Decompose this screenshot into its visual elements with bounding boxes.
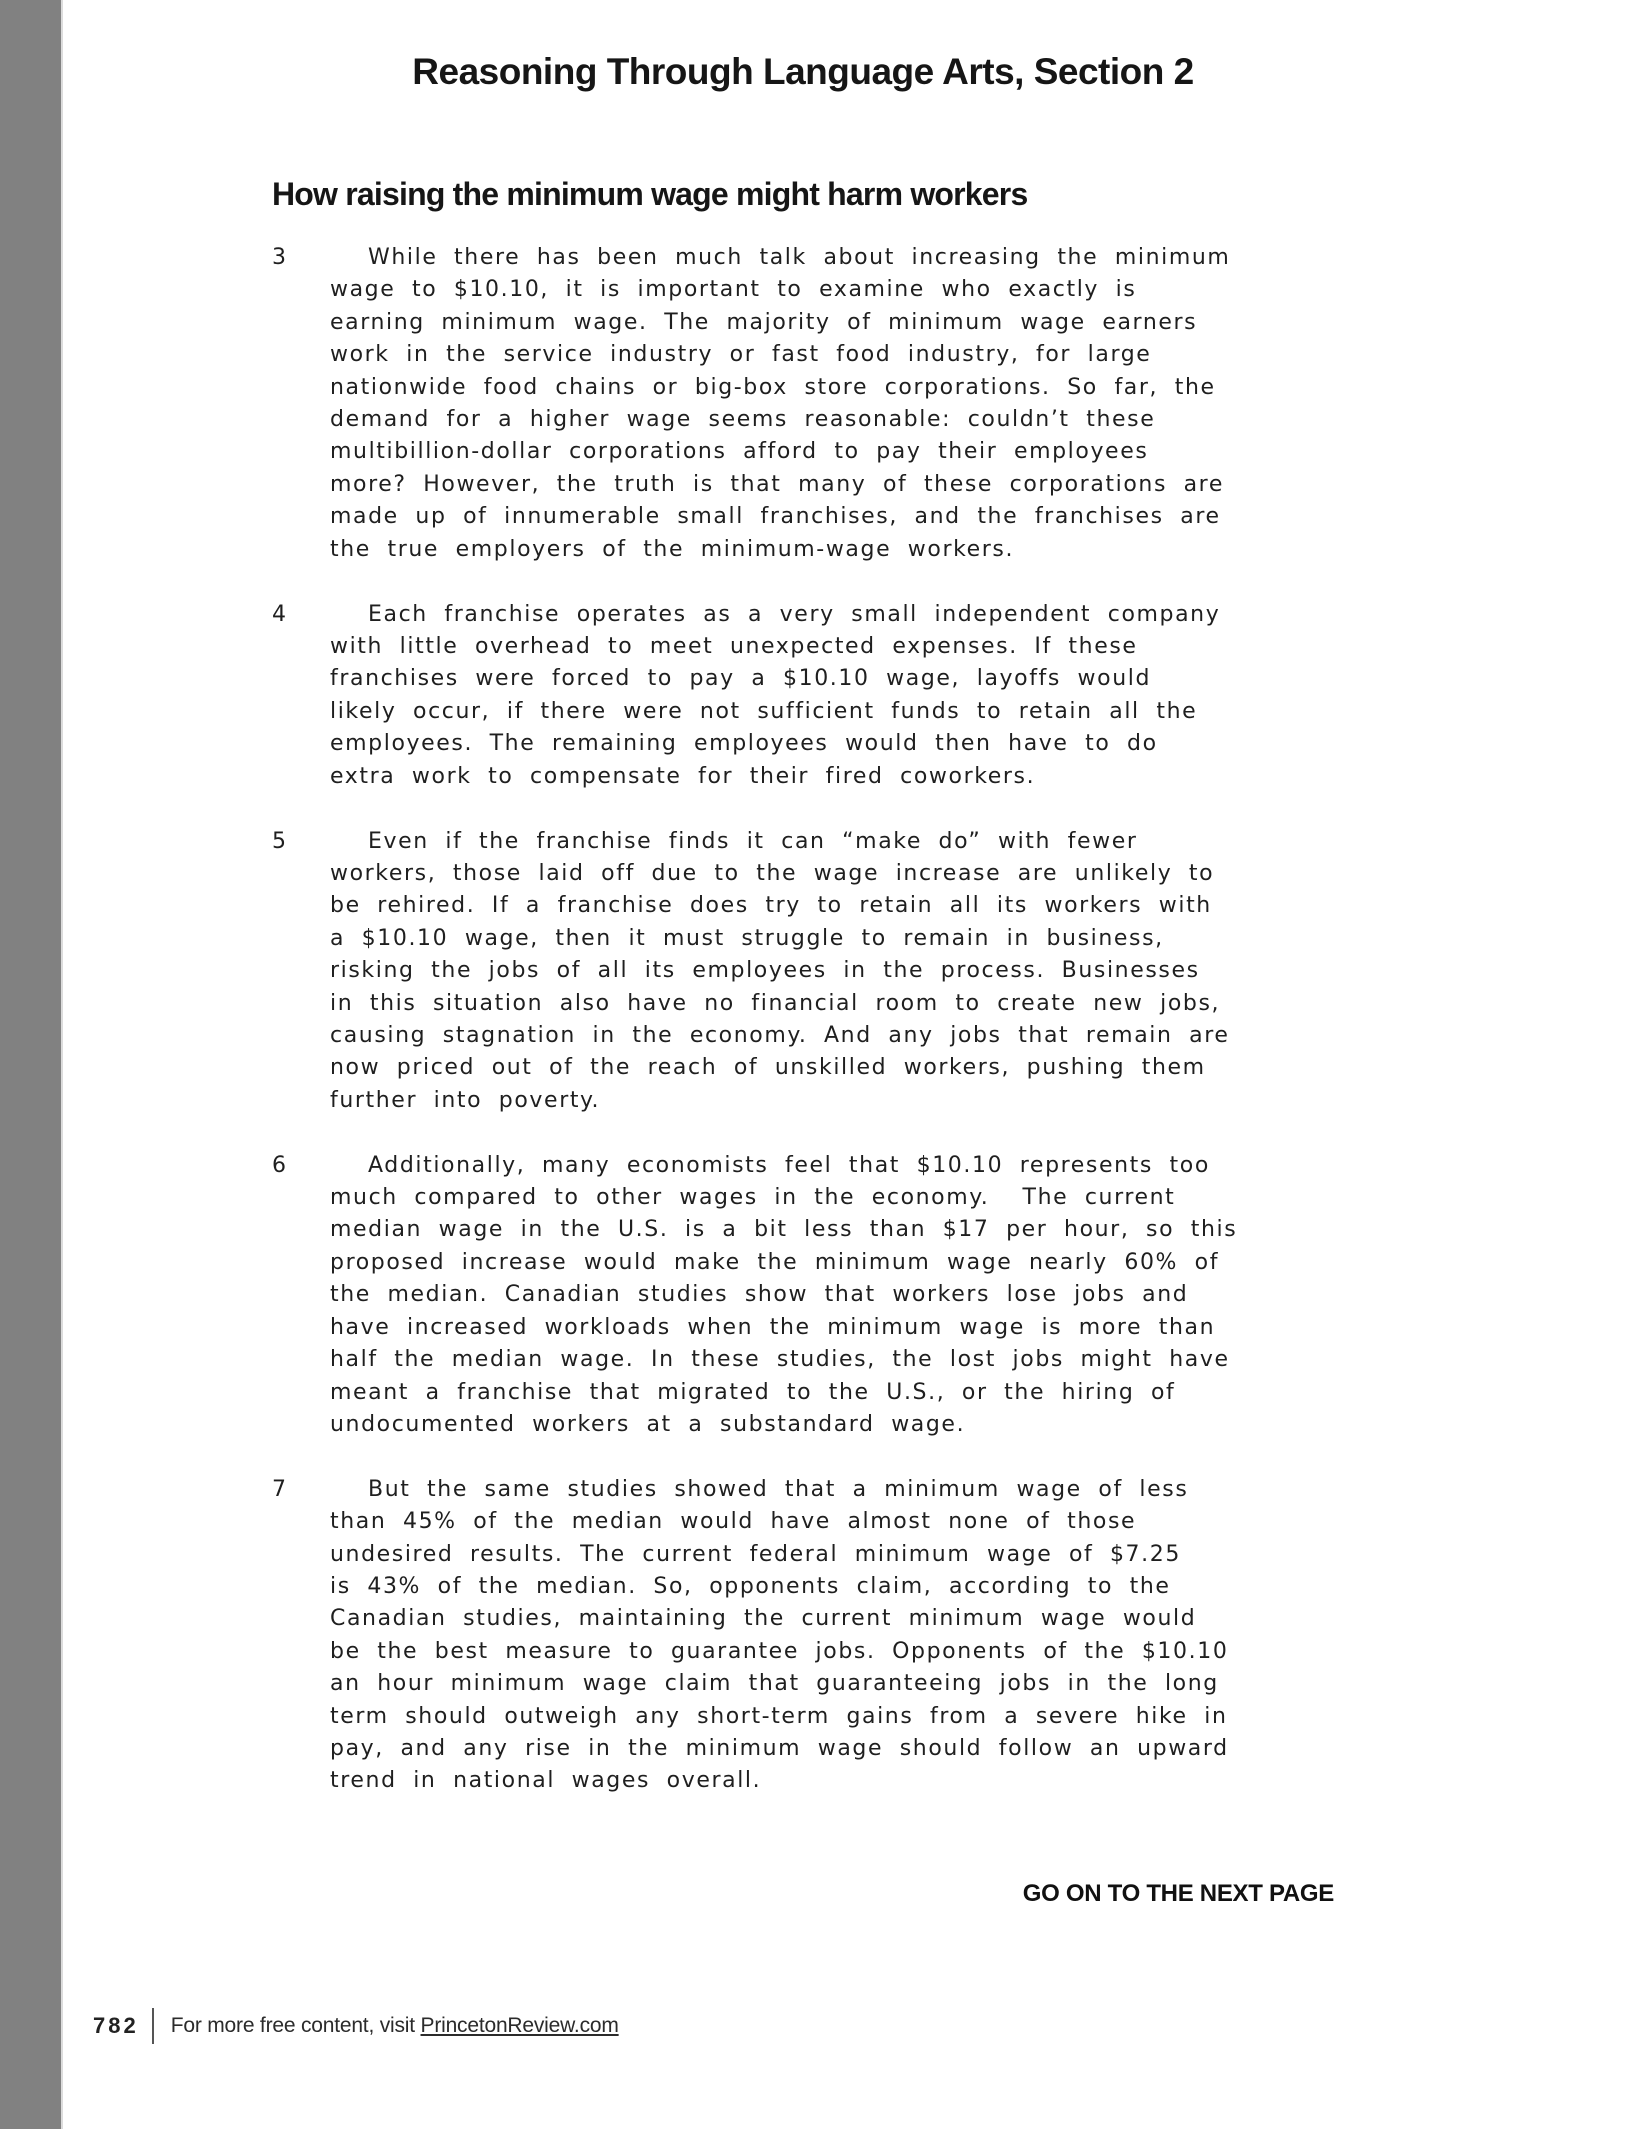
passage-line: the true employers of the minimum-wage workers. bbox=[330, 536, 1015, 562]
footer-note bbox=[171, 2014, 619, 2038]
passage-line: Even if the franchise finds it can “make do” with fewer bbox=[368, 828, 1138, 854]
passage-line: be rehired. If a franchise does try to retain all its workers with bbox=[330, 893, 1212, 919]
passage-line: earning minimum wage. The majority of minimum wage earners bbox=[330, 309, 1198, 335]
page-number: 782 bbox=[93, 2013, 139, 2038]
passage-line: with little overhead to meet unexpected expenses. If these bbox=[330, 633, 1138, 659]
section-title: Reasoning Through Language Arts, Section 2 bbox=[412, 51, 1194, 92]
paragraph-number: 5 bbox=[272, 828, 286, 854]
paragraph-number: 3 bbox=[272, 245, 286, 270]
passage-line: now priced out of the reach of unskilled workers, pushing them bbox=[330, 1055, 1206, 1081]
passage-line: wage to $10.10, it is important to examine who exactly is bbox=[330, 277, 1137, 303]
passage-line: trend in national wages overall. bbox=[330, 1768, 762, 1794]
passage-line: Each franchise operates as a very small independent company bbox=[368, 601, 1221, 627]
passage-line: demand for a higher wage seems reasonable: couldn’t these bbox=[330, 407, 1156, 433]
passage-line: an hour minimum wage claim that guaranteeing jobs in the long bbox=[330, 1671, 1219, 1697]
paragraph-lines bbox=[330, 826, 1334, 1118]
passage-line: made up of innumerable small franchises, and the franchises are bbox=[330, 504, 1221, 530]
page-footer bbox=[93, 2008, 619, 2044]
footer-divider bbox=[152, 2008, 154, 2044]
passage-line: the median. Canadian studies show that workers lose jobs and bbox=[330, 1282, 1189, 1308]
passage-line: further into poverty. bbox=[330, 1087, 601, 1113]
passage-line: extra work to compensate for their fired coworkers. bbox=[330, 763, 1036, 789]
passage-line: nationwide food chains or big-box store corporations. So far, the bbox=[330, 374, 1216, 400]
passage-line: than 45% of the median would have almost none of those bbox=[330, 1509, 1137, 1535]
passage-line: But the same studies showed that a minimum wage of less bbox=[368, 1476, 1189, 1502]
passage-line: term should outweigh any short-term gains from a severe hike in bbox=[330, 1703, 1228, 1729]
passage-line: much compared to other wages in the economy. The current bbox=[330, 1185, 1176, 1211]
passage-line: have increased workloads when the minimum wage is more than bbox=[330, 1314, 1216, 1340]
passage-line: While there has been much talk about increasing the minimum bbox=[368, 245, 1231, 270]
princeton-review-link[interactable]: PrincetonReview.com bbox=[420, 2014, 619, 2037]
passage-line: proposed increase would make the minimum wage nearly 60% of bbox=[330, 1249, 1220, 1275]
paragraph-number: 6 bbox=[272, 1152, 286, 1178]
paragraph-lines bbox=[330, 599, 1334, 793]
footer-note-text: For more free content, visit bbox=[170, 2014, 421, 2037]
paragraph-number: 4 bbox=[272, 601, 286, 627]
passage-line: be the best measure to guarantee jobs. Opponents of the $10.10 bbox=[330, 1638, 1229, 1664]
passage-line: franchises were forced to pay a $10.10 wage, layoffs would bbox=[330, 666, 1152, 692]
passage-line: work in the service industry or fast food industry, for large bbox=[330, 342, 1152, 368]
page-margin-bar bbox=[0, 0, 63, 2129]
passage-line: causing stagnation in the economy. And any jobs that remain are bbox=[330, 1022, 1230, 1048]
passage bbox=[272, 242, 1334, 1798]
passage-line: median wage in the U.S. is a bit less than $17 per hour, so this bbox=[330, 1217, 1238, 1243]
go-on-instruction: GO ON TO THE NEXT PAGE bbox=[1022, 1879, 1334, 1907]
passage-line: risking the jobs of all its employees in the process. Businesses bbox=[330, 958, 1200, 984]
paragraph bbox=[272, 826, 1334, 1118]
passage-line: employees. The remaining employees would then have to do bbox=[330, 731, 1158, 757]
passage-heading: How raising the minimum wage might harm workers bbox=[272, 176, 1028, 212]
passage-line: undesired results. The current federal minimum wage of $7.25 bbox=[330, 1541, 1181, 1567]
paragraph bbox=[272, 1474, 1334, 1798]
passage-line: meant a franchise that migrated to the U.S., or the hiring of bbox=[330, 1379, 1176, 1405]
paragraph bbox=[272, 242, 1334, 566]
passage-line: more? However, the truth is that many of these corporations are bbox=[330, 471, 1224, 497]
passage-line: workers, those laid off due to the wage increase are unlikely to bbox=[330, 860, 1215, 886]
paragraph-number: 7 bbox=[272, 1476, 286, 1502]
passage-line: half the median wage. In these studies, the lost jobs might have bbox=[330, 1347, 1230, 1373]
passage-line: Canadian studies, maintaining the current minimum wage would bbox=[330, 1606, 1197, 1632]
passage-line: likely occur, if there were not sufficient funds to retain all the bbox=[330, 698, 1198, 724]
passage-line: multibillion-dollar corporations afford to pay their employees bbox=[330, 439, 1149, 465]
paragraph-lines bbox=[330, 1474, 1334, 1798]
paragraph-lines bbox=[330, 242, 1334, 566]
passage-line: in this situation also have no financial room to create new jobs, bbox=[330, 990, 1221, 1016]
page-content bbox=[272, 0, 1334, 1908]
passage-line: a $10.10 wage, then it must struggle to remain in business, bbox=[330, 925, 1164, 951]
passage-line: is 43% of the median. So, opponents claim, according to the bbox=[330, 1574, 1171, 1600]
passage-line: pay, and any rise in the minimum wage should follow an upward bbox=[330, 1736, 1229, 1762]
passage-line: Additionally, many economists feel that $10.10 represents too bbox=[368, 1152, 1210, 1178]
passage-line: undocumented workers at a substandard wage. bbox=[330, 1411, 966, 1437]
paragraph-lines bbox=[330, 1150, 1334, 1442]
paragraph bbox=[272, 599, 1334, 793]
paragraph bbox=[272, 1150, 1334, 1442]
